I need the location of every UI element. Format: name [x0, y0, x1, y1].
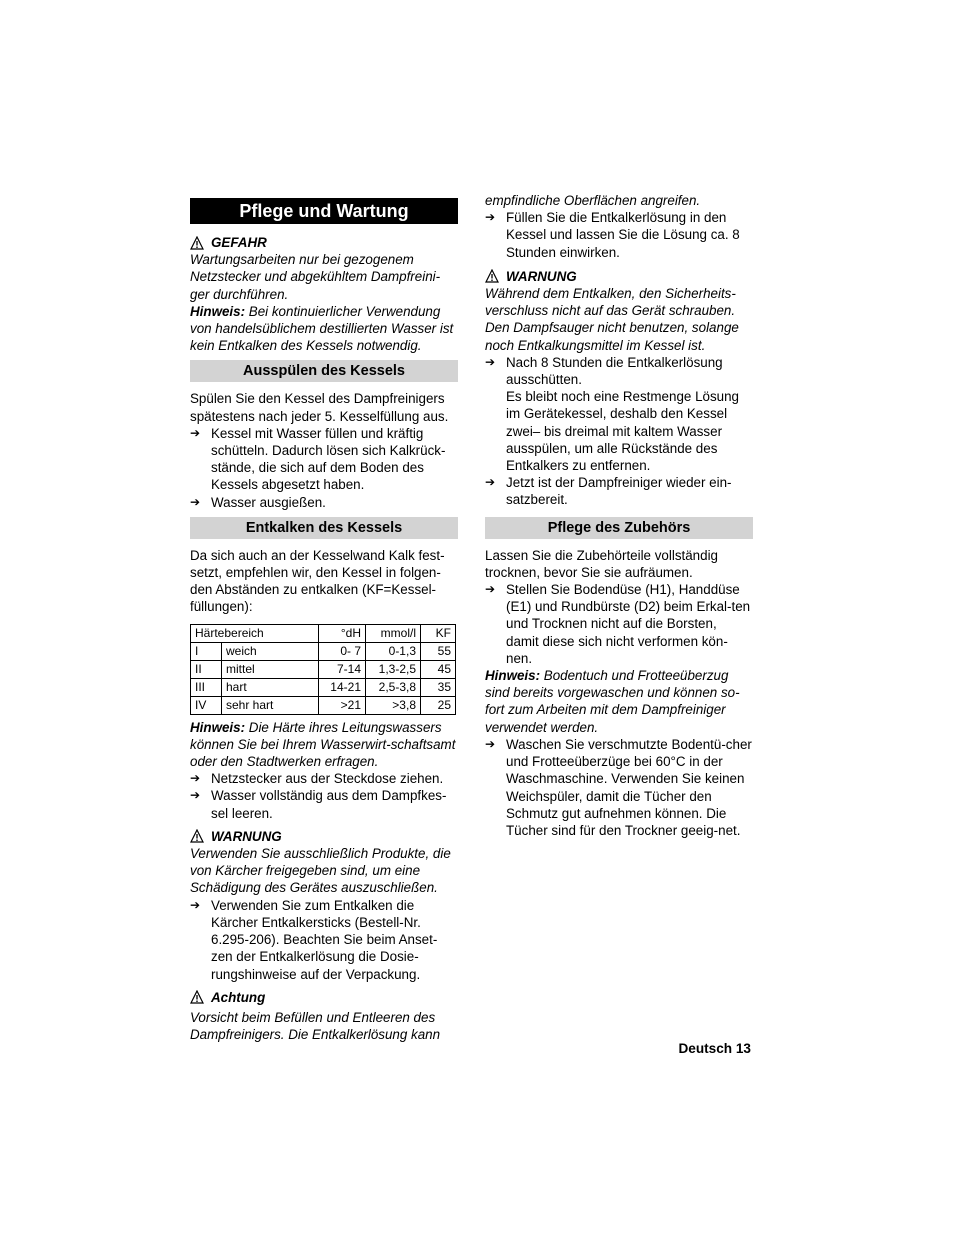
- arrow-right-icon: ➔: [485, 210, 496, 225]
- table-cell: 25: [421, 696, 456, 714]
- danger-label: GEFAHR: [211, 235, 267, 250]
- continued-text: empfindliche Oberflächen angreifen.: [485, 193, 701, 208]
- note-body: Bodentuch und Frotteeüberzug sind bereits vorgewaschen und können so-fort zum Arbeiten mit dem Dampfreiniger verwendet werden.: [485, 668, 740, 735]
- left-column: [190, 192, 458, 1043]
- table-header: °dH: [319, 624, 366, 642]
- table-cell: >21: [319, 696, 366, 714]
- list-item: ➔ Verwenden Sie zum Entkalken die Kärcher Entkalkersticks (Bestell-Nr. 6.295-206). Beachten Sie beim Anset-zen der Entkalkerlösung die Dosie-rungshinweise auf der Verpackung.: [190, 897, 438, 982]
- warning-heading: [190, 828, 458, 845]
- list-item: ➔ Netzstecker aus der Steckdose ziehen.: [190, 771, 444, 787]
- page-title: Pflege und Wartung: [190, 198, 458, 224]
- table-header: Härtebereich: [191, 624, 319, 642]
- hardness-table: [190, 624, 456, 715]
- list-item: ➔ Wasser vollständig aus dem Dampfkes-sel leeren.: [190, 788, 447, 821]
- table-cell: 35: [421, 678, 456, 696]
- table-cell: hart: [222, 678, 319, 696]
- table-cell: III: [191, 678, 222, 696]
- table-cell: II: [191, 660, 222, 678]
- note-body: Die Härte ihres Leitungswassers können Sie bei Ihrem Wasserwirt-schaftsamt oder den Stadtwerken erfragen.: [190, 719, 456, 770]
- warning-triangle-icon: [190, 236, 204, 250]
- table-cell: 0-1,3: [366, 642, 421, 660]
- table-cell: weich: [222, 642, 319, 660]
- warning-triangle-icon: [190, 829, 204, 843]
- table-cell: 7-14: [319, 660, 366, 678]
- warning-text: Während dem Entkalken, den Sicherheits-verschluss nicht auf das Gerät schrauben. Den Dampfsauger nicht benutzen, solange noch Entkalkungsmittel im Kessel ist.: [485, 286, 739, 353]
- right-column: [485, 192, 753, 839]
- table-cell: mittel: [222, 660, 319, 678]
- arrow-right-icon: ➔: [190, 425, 201, 440]
- list-item-subtext: Es bleibt noch eine Restmenge Lösung im Gerätekessel, deshalb den Kessel zwei– bis dreimal mit kaltem Wasser ausspülen, um alle Rückstände des Entkalkers zu entfernen.: [506, 389, 740, 474]
- table-cell: sehr hart: [222, 696, 319, 714]
- table-header-row: [191, 624, 456, 642]
- table-row: [191, 696, 456, 714]
- table-cell: 2,5-3,8: [366, 678, 421, 696]
- table-cell: I: [191, 642, 222, 660]
- accessories-intro: Lassen Sie die Zubehörteile vollständig trocknen, bevor Sie sie aufräumen.: [485, 547, 718, 580]
- table-cell: 1,3-2,5: [366, 660, 421, 678]
- note-text: [190, 303, 458, 355]
- note-label: Hinweis:: [485, 668, 541, 684]
- list-item: ➔ Waschen Sie verschmutzte Bodentü-cher und Frotteeüberzüge bei 60°C in der Waschmaschine. Verwenden Sie keinen Weichspüler, damit die Tücher den Schmutz gut aufnehmen können. Die Tücher sind für den Trockner geeig-net.: [485, 736, 752, 838]
- page-footer: Deutsch 13: [678, 1041, 751, 1056]
- warning-label: WARNUNG: [211, 828, 282, 844]
- table-cell: 14-21: [319, 678, 366, 696]
- note-text: [190, 719, 458, 771]
- table-row: [191, 678, 456, 696]
- arrow-right-icon: ➔: [485, 582, 496, 597]
- arrow-right-icon: ➔: [190, 788, 201, 803]
- note-label: Hinweis:: [190, 303, 246, 319]
- list-item: [485, 354, 753, 474]
- table-cell: >3,8: [366, 696, 421, 714]
- section-heading-rinse: Ausspülen des Kessels: [190, 360, 458, 382]
- list-item: ➔ Jetzt ist der Dampfreiniger wieder ein-satzbereit.: [485, 475, 732, 508]
- table-cell: 45: [421, 660, 456, 678]
- table-header: KF: [421, 624, 456, 642]
- table-cell: 0- 7: [319, 642, 366, 660]
- danger-text: Wartungsarbeiten nur bei gezogenem Netzstecker und abgekühltem Dampfreini-ger durchführen.: [190, 252, 441, 302]
- arrow-right-icon: ➔: [485, 475, 496, 490]
- caution-text: Vorsicht beim Befüllen und Entleeren des Dampfreinigers. Die Entkalkerlösung kann: [190, 1009, 441, 1043]
- warning-text: Verwenden Sie ausschließlich Produkte, die von Kärcher freigegeben sind, um eine Schädigung des Gerätes auszuschließen.: [190, 846, 451, 896]
- note-text: [485, 667, 753, 736]
- warning-triangle-icon: [485, 269, 499, 283]
- section-heading-descale: Entkalken des Kessels: [190, 517, 458, 539]
- table-row: [191, 660, 456, 678]
- note-body: Bei kontinuierlicher Verwendung von handelsüblichem destillierten Wasser ist kein Entkalken des Kessels notwendig.: [190, 303, 454, 354]
- list-item: ➔ Stellen Sie Bodendüse (H1), Handdüse (E1) und Rundbürste (D2) beim Erkal-ten und Trocknen nicht auf die Borsten, damit diese sich nicht verformen kön-nen.: [485, 582, 751, 666]
- descale-intro: Da sich auch an der Kesselwand Kalk fest-setzt, empfehlen wir, den Kessel in folgen-den Abständen zu entkalken (KF=Kessel-füllungen):: [190, 547, 445, 615]
- arrow-right-icon: ➔: [485, 736, 496, 751]
- arrow-right-icon: ➔: [190, 494, 201, 509]
- arrow-right-icon: ➔: [190, 897, 201, 912]
- note-label: Hinweis:: [190, 719, 246, 735]
- rinse-intro: Spülen Sie den Kessel des Dampfreinigers spätestens nach jeder 5. Kesselfüllung aus.: [190, 391, 449, 424]
- table-header: mmol/l: [366, 624, 421, 642]
- arrow-right-icon: ➔: [485, 354, 496, 369]
- list-item-text: Nach 8 Stunden die Entkalkerlösung ausschütten.: [506, 354, 723, 388]
- caution-label: Achtung: [211, 989, 266, 1005]
- table-row: [191, 642, 456, 660]
- table-cell: IV: [191, 696, 222, 714]
- list-item: ➔ Füllen Sie die Entkalkerlösung in den Kessel und lassen Sie die Lösung ca. 8 Stunden einwirken.: [485, 210, 740, 260]
- arrow-right-icon: ➔: [190, 771, 201, 786]
- caution-heading: [190, 989, 458, 1006]
- warning-triangle-icon: [190, 990, 204, 1004]
- warning-label: WARNUNG: [506, 268, 577, 284]
- section-heading-accessories: Pflege des Zubehörs: [485, 517, 753, 539]
- table-cell: 55: [421, 642, 456, 660]
- list-item: ➔ Wasser ausgießen.: [190, 494, 326, 510]
- list-item: ➔ Kessel mit Wasser füllen und kräftig schütteln. Dadurch lösen sich Kalkrück-stände, die sich auf dem Boden des Kessels abgesetzt haben.: [190, 425, 446, 493]
- danger-heading: [190, 234, 458, 251]
- warning-heading: [485, 268, 753, 285]
